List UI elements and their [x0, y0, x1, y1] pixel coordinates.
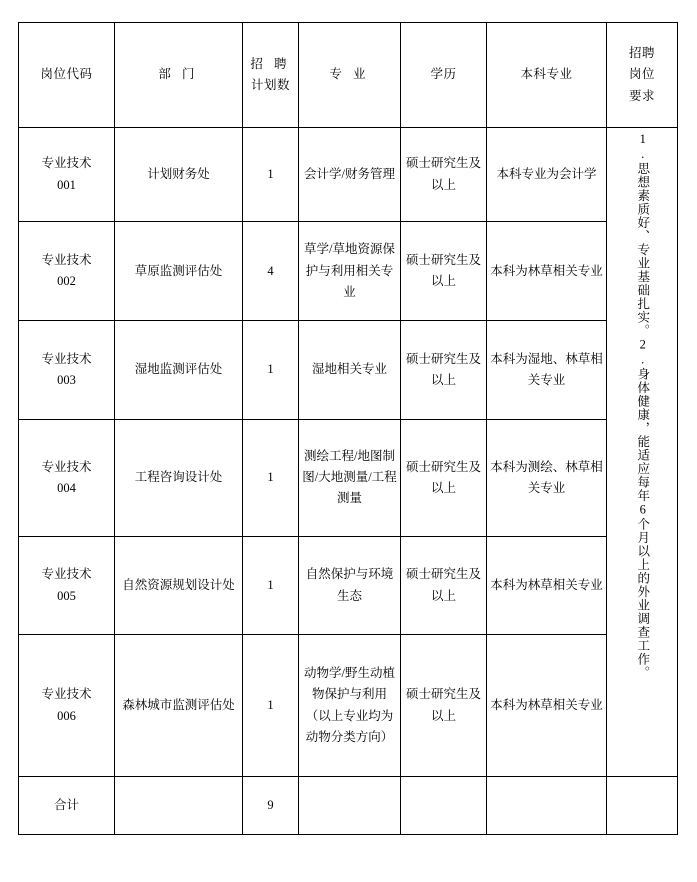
- header-row: [19, 23, 678, 128]
- job-code-line2: 005: [57, 588, 76, 603]
- header-department: 部 门: [115, 23, 243, 128]
- job-code-line1: 专业技术: [41, 687, 92, 702]
- cell-plan-count: 1: [243, 536, 299, 635]
- cell-job-code: [19, 321, 115, 420]
- cell-plan-count: 1: [243, 635, 299, 777]
- table-row: [19, 635, 678, 777]
- job-code-line2: 001: [57, 177, 76, 192]
- header-job-requirement: [607, 23, 678, 128]
- cell-undergraduate-major: 本科为湿地、林草相关专业: [487, 321, 607, 420]
- cell-education: 硕士研究生及以上: [401, 536, 487, 635]
- cell-job-code: [19, 635, 115, 777]
- cell-plan-count: 1: [243, 321, 299, 420]
- cell-job-code: [19, 222, 115, 321]
- cell-education: 硕士研究生及以上: [401, 321, 487, 420]
- table-row: [19, 128, 678, 222]
- cell-job-requirement: [607, 128, 678, 777]
- table-row: [19, 222, 678, 321]
- cell-major: 动物学/野生动植物保护与利用（以上专业均为动物分类方向）: [299, 635, 401, 777]
- job-code-line1: 专业技术: [41, 567, 92, 582]
- cell-major: 自然保护与环境生态: [299, 536, 401, 635]
- cell-major: 草学/草地资源保护与利用相关专业: [299, 222, 401, 321]
- cell-total-education: [401, 777, 487, 835]
- table-header: [19, 23, 678, 128]
- cell-major: 会计学/财务管理: [299, 128, 401, 222]
- table-row: [19, 536, 678, 635]
- job-code-line2: 006: [57, 708, 76, 723]
- job-code-line2: 002: [57, 274, 76, 289]
- job-code-line1: 专业技术: [41, 252, 92, 267]
- header-job-requirement-line3: 要求: [628, 88, 655, 103]
- job-requirement-text: 1.思想素质好、专业基础扎实。2.身体健康，能适应每年6个月以上的外业调查工作。: [635, 132, 650, 680]
- header-plan-count-line1: 招 聘: [250, 56, 291, 71]
- header-undergraduate-major: 本科专业: [487, 23, 607, 128]
- cell-undergraduate-major: 本科为林草相关专业: [487, 536, 607, 635]
- cell-department: 计划财务处: [115, 128, 243, 222]
- cell-department: 湿地监测评估处: [115, 321, 243, 420]
- cell-job-code: [19, 536, 115, 635]
- cell-department: 工程咨询设计处: [115, 419, 243, 536]
- job-code-line1: 专业技术: [41, 156, 92, 171]
- table-row: [19, 321, 678, 420]
- header-major: 专 业: [299, 23, 401, 128]
- cell-education: 硕士研究生及以上: [401, 128, 487, 222]
- cell-department: 自然资源规划设计处: [115, 536, 243, 635]
- cell-total-undergraduate-major: [487, 777, 607, 835]
- cell-total-plan-count: 9: [243, 777, 299, 835]
- cell-total-label: 合计: [19, 777, 115, 835]
- cell-undergraduate-major: 本科为林草相关专业: [487, 635, 607, 777]
- job-code-line1: 专业技术: [41, 459, 92, 474]
- header-job-requirement-line1: 招聘: [628, 46, 655, 61]
- cell-undergraduate-major: 本科为测绘、林草相关专业: [487, 419, 607, 536]
- header-job-requirement-line2: 岗位: [628, 67, 655, 82]
- cell-undergraduate-major: 本科为林草相关专业: [487, 222, 607, 321]
- cell-major: 测绘工程/地图制图/大地测量/工程测量: [299, 419, 401, 536]
- header-job-code: 岗位代码: [19, 23, 115, 128]
- cell-education: 硕士研究生及以上: [401, 419, 487, 536]
- cell-education: 硕士研究生及以上: [401, 222, 487, 321]
- cell-undergraduate-major: 本科专业为会计学: [487, 128, 607, 222]
- cell-total-major: [299, 777, 401, 835]
- recruitment-table: [18, 22, 678, 835]
- table-body: [19, 128, 678, 835]
- job-code-line1: 专业技术: [41, 351, 92, 366]
- cell-department: 森林城市监测评估处: [115, 635, 243, 777]
- cell-major: 湿地相关专业: [299, 321, 401, 420]
- cell-total-requirement: [607, 777, 678, 835]
- table-total-row: [19, 777, 678, 835]
- cell-plan-count: 1: [243, 128, 299, 222]
- cell-department: 草原监测评估处: [115, 222, 243, 321]
- cell-job-code: [19, 419, 115, 536]
- cell-plan-count: 1: [243, 419, 299, 536]
- cell-job-code: [19, 128, 115, 222]
- cell-total-department: [115, 777, 243, 835]
- header-plan-count: [243, 23, 299, 128]
- header-education: 学历: [401, 23, 487, 128]
- cell-plan-count: 4: [243, 222, 299, 321]
- header-plan-count-line2: 计划数: [250, 78, 290, 92]
- job-code-line2: 003: [57, 373, 76, 387]
- cell-education: 硕士研究生及以上: [401, 635, 487, 777]
- table-row: [19, 419, 678, 536]
- job-code-line2: 004: [57, 480, 76, 495]
